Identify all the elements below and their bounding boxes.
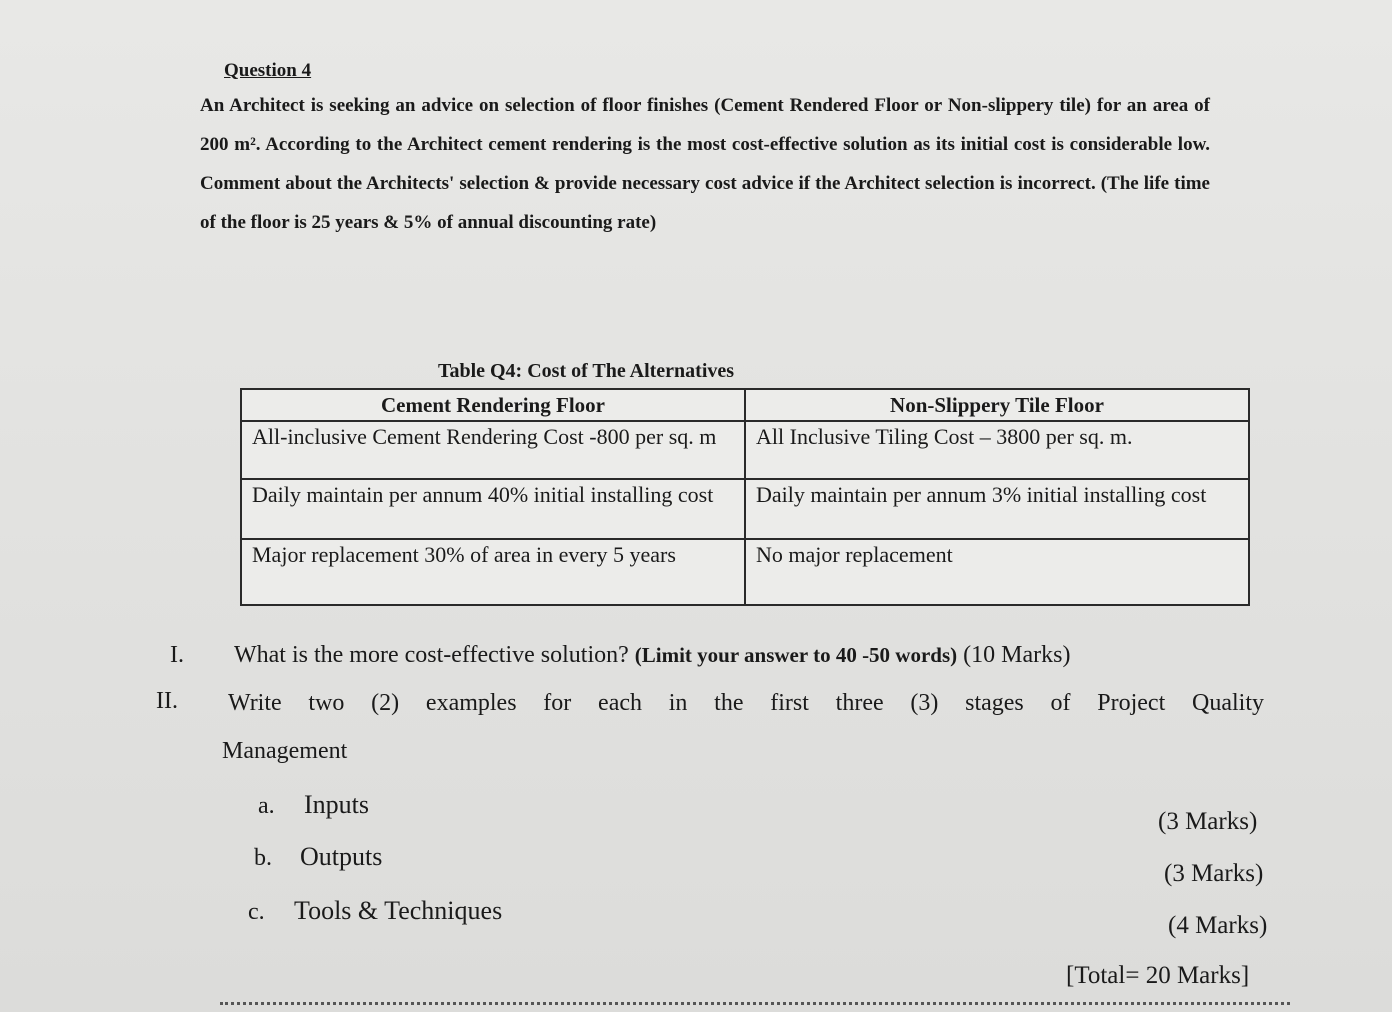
part-two-continuation: Management <box>222 738 348 764</box>
part-one-number: I. <box>170 642 184 668</box>
table-row <box>241 421 1249 479</box>
table-cell: All-inclusive Cement Rendering Cost -800 per sq. m <box>241 421 745 479</box>
table-cell: No major replacement <box>745 539 1249 605</box>
sub-item-letter: a. <box>258 793 275 819</box>
sub-item-letter: c. <box>248 899 265 925</box>
part-one-question: What is the more cost-effective solution? <box>234 642 629 668</box>
question-intro: An Architect is seeking an advice on selection of floor finishes (Cement Rendered Floor or Non-slippery tile) for an area of 200 m². According to the Architect cement rendering is the most cost-effective solution as its initial cost is considerable low. Comment about the Architects' selection & provide necessary cost advice if the Architect selection is incorrect. (The life time of the floor is 25 years & 5% of annual discounting rate) <box>200 95 1210 233</box>
table-row <box>241 479 1249 539</box>
sub-item-label: Outputs <box>300 842 383 871</box>
sub-item-label: Tools & Techniques <box>294 896 503 925</box>
part-two-text: Write two (2) examples for each in the first three (3) stages of Project Quality <box>228 690 1264 716</box>
table-caption-text: Table Q4: Cost of The Alternatives <box>437 360 735 382</box>
sub-item-marks: (4 Marks) <box>1168 912 1268 939</box>
table-cell: All Inclusive Tiling Cost – 3800 per sq. m. <box>745 421 1249 479</box>
table-caption <box>0 360 1392 383</box>
sub-item-label: Inputs <box>304 790 369 819</box>
table-cell: Daily maintain per annum 3% initial installing cost <box>745 479 1249 539</box>
table-cell: Daily maintain per annum 40% initial installing cost <box>241 479 745 539</box>
sub-item-marks: (3 Marks) <box>1158 808 1258 835</box>
total-marks: [Total= 20 Marks] <box>1066 962 1250 989</box>
sub-item-tools <box>248 896 502 926</box>
question-heading: Question 4 <box>224 60 312 81</box>
part-two-number: II. <box>156 688 178 714</box>
sub-item-outputs <box>254 842 382 872</box>
part-one-text <box>234 642 1070 669</box>
table-row <box>241 539 1249 605</box>
table-header-cell: Cement Rendering Floor <box>241 389 745 421</box>
sub-item-letter: b. <box>254 845 272 871</box>
dotted-divider <box>220 1002 1290 1005</box>
sub-item-inputs <box>258 790 369 820</box>
alternatives-table <box>240 388 1250 606</box>
table-header-row <box>241 389 1249 421</box>
table-cell: Major replacement 30% of area in every 5 years <box>241 539 745 605</box>
sub-item-marks: (3 Marks) <box>1164 860 1264 887</box>
part-one-word-limit: (Limit your answer to 40 -50 words) <box>634 643 958 667</box>
part-one-marks: (10 Marks) <box>963 642 1071 668</box>
table-header-cell: Non-Slippery Tile Floor <box>745 389 1249 421</box>
